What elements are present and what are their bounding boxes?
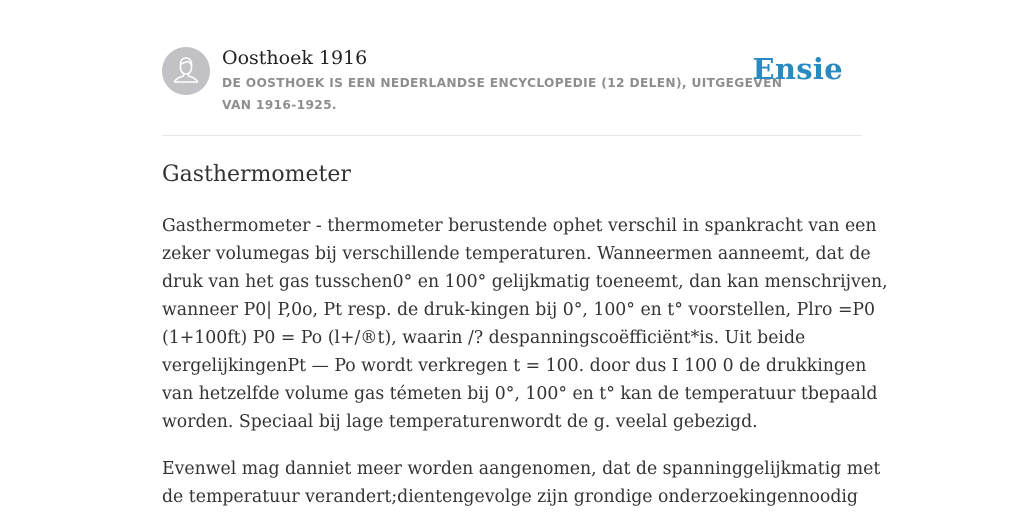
source-description-line: DE OOSTHOEK IS EEN NEDERLANDSE ENCYCLOPEDIE (12 DELEN), UITGEGEVEN (222, 76, 783, 90)
paragraph-line: van hetzelfde volume gas témeten bij 0°, 100° en t° kan de temperatuur tbepaald (162, 384, 878, 404)
source-header (162, 46, 862, 136)
paragraph-line: Evenwel mag danniet meer worden aangenomen, dat de spanninggelijkmatig met (162, 459, 881, 479)
paragraph-line: wanneer P0| P,0o, Pt resp. de druk-kingen bij 0°, 100° en t° voorstellen, Plro =P0 (162, 300, 876, 320)
paragraph-line: zeker volumegas bij verschillende temperaturen. Wanneermen aanneemt, dat de (162, 244, 871, 264)
paragraph-line: druk van het gas tusschen0° en 100° gelijkmatig toeneemt, dan kan menschrijven, (162, 272, 888, 292)
article-body (162, 212, 888, 512)
paragraph-line: (1+100ft) P0 = Po (l+/®t), waarin /? despanningscoëfficiënt*is. Uit beide (162, 328, 806, 348)
header-divider (162, 135, 862, 136)
ensie-logo[interactable]: Ensie (752, 52, 843, 86)
avatar[interactable] (162, 47, 210, 95)
paragraph-line: vergelijkingenPt — Po wordt verkregen t = 100. door dus I 100 0 de drukkingen (162, 356, 867, 376)
paragraph-line: de temperatuur verandert;dientengevolge zijn grondige onderzoekingennoodig (162, 487, 858, 507)
article-paragraph (162, 212, 888, 436)
user-silhouette-icon (162, 47, 210, 95)
source-description (222, 72, 783, 116)
paragraph-line: worden. Speciaal bij lage temperaturenwordt de g. veelal gebezigd. (162, 412, 758, 432)
source-title[interactable]: Oosthoek 1916 (222, 47, 368, 69)
paragraph-line: Gasthermometer - thermometer berustende ophet verschil in spankracht van een (162, 216, 877, 236)
source-description-line: VAN 1916-1925. (222, 98, 337, 112)
article-title: Gasthermometer (162, 162, 351, 187)
article-paragraph (162, 455, 881, 511)
